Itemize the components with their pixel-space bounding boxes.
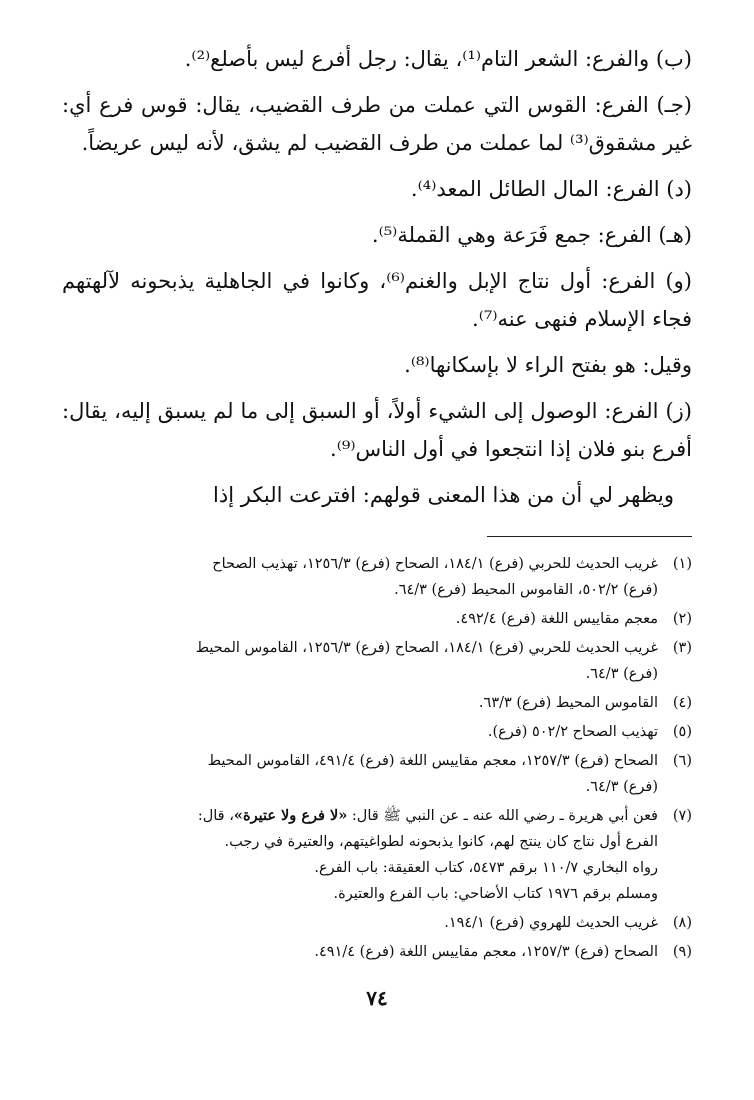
paragraph-continuation: ويظهر لي أن من هذا المعنى قولهم: افترعت البكر إذا bbox=[213, 483, 674, 507]
footnote-5 bbox=[62, 719, 692, 745]
paragraph-qila: وقيل: هو بفتح الراء لا بإسكانها⁽⁸⁾. bbox=[404, 353, 692, 377]
hadith-quote: «لا فرع ولا عتيرة» bbox=[233, 807, 348, 824]
footnote-line: (فرع) ٦٤/٣. bbox=[585, 779, 658, 795]
footnote-1 bbox=[62, 551, 692, 603]
paragraph-b: (ب) والفرع: الشعر التام⁽¹⁾، يقال: رجل أفرع ليس بأصلع⁽²⁾. bbox=[184, 47, 692, 71]
footnote-2 bbox=[62, 606, 692, 632]
paragraph-w: (و) الفرع: أول نتاج الإبل والغنم⁽⁶⁾، وكانوا في الجاهلية يذبحونه لآلهتهم فجاء الإسلام فنهى عنه⁽⁷⁾. bbox=[62, 269, 692, 331]
footnote-line: رواه البخاري ١١٠/٧ برقم ٥٤٧٣، كتاب العقيقة: باب الفرع. bbox=[314, 860, 658, 876]
footnote-separator bbox=[487, 536, 692, 537]
footnote-number: (٣) bbox=[672, 640, 692, 656]
paragraph-j: (جـ) الفرع: القوس التي عملت من طرف القضيب، يقال: قوس فرع أي: غير مشقوق⁽³⁾ لما عملت من طرف القضيب لم يشق، لأنه ليس عريضاً. bbox=[62, 93, 692, 155]
footnote-line: (فرع) ٥٠٢/٢، القاموس المحيط (فرع) ٦٤/٣. bbox=[394, 582, 658, 598]
footnote-3 bbox=[62, 635, 692, 687]
footnote-line: غريب الحديث للحربي (فرع) ١٨٤/١، الصحاح (فرع) ١٢٥٦/٣، القاموس المحيط bbox=[195, 640, 658, 656]
footnote-line: الصحاح (فرع) ١٢٥٧/٣، معجم مقاييس اللغة (فرع) ٤٩١/٤، القاموس المحيط bbox=[207, 753, 658, 769]
footnote-9 bbox=[62, 939, 692, 965]
paragraph-h: (هـ) الفرع: جمع فَرَعة وهي القملة⁽⁵⁾. bbox=[371, 223, 692, 247]
footnote-number: (٦) bbox=[672, 753, 692, 769]
footnote-lead-text: فعن أبي هريرة ـ رضي الله عنه ـ عن النبي ﷺ قال: bbox=[347, 808, 658, 824]
footnote-line: معجم مقاييس اللغة (فرع) ٤٩٢/٤. bbox=[455, 611, 658, 627]
footnote-line: ومسلم برقم ١٩٧٦ كتاب الأضاحي: باب الفرع والعتيرة. bbox=[333, 886, 658, 902]
footnote-line bbox=[62, 803, 658, 829]
footnote-tail-text: ، قال: bbox=[197, 808, 234, 824]
footnote-line: غريب الحديث للحربي (فرع) ١٨٤/١، الصحاح (فرع) ١٢٥٦/٣، تهذيب الصحاح bbox=[212, 556, 658, 572]
footnote-number: (٢) bbox=[672, 611, 692, 627]
footnote-6 bbox=[62, 748, 692, 800]
footnote-number: (٤) bbox=[672, 695, 692, 711]
footnote-number: (٨) bbox=[672, 915, 692, 931]
footnote-line: غريب الحديث للهروي (فرع) ١٩٤/١. bbox=[444, 915, 658, 931]
footnote-7 bbox=[62, 803, 692, 907]
footnote-line: القاموس المحيط (فرع) ٦٣/٣. bbox=[478, 695, 658, 711]
footnote-line: الفرع أول نتاج كان ينتج لهم، كانوا يذبحونه لطواغيتهم، والعتيرة في رجب. bbox=[224, 834, 658, 850]
page-number: ٧٤ bbox=[366, 986, 388, 1010]
footnote-8 bbox=[62, 910, 692, 936]
footnote-line: تهذيب الصحاح ٥٠٢/٢ (فرع). bbox=[487, 724, 658, 740]
footnote-number: (٩) bbox=[672, 944, 692, 960]
footnote-number: (٥) bbox=[672, 724, 692, 740]
footnote-number: (٧) bbox=[672, 808, 692, 824]
footnotes bbox=[62, 551, 692, 965]
paragraph-z: (ز) الفرع: الوصول إلى الشيء أولاً، أو السبق إلى ما لم يسبق إليه، يقال: أفرع بنو فلان إذا انتجعوا في أول الناس⁽⁹⁾. bbox=[62, 399, 692, 461]
footnote-number: (١) bbox=[672, 556, 692, 572]
footnote-line: (فرع) ٦٤/٣. bbox=[585, 666, 658, 682]
footnote-line: الصحاح (فرع) ١٢٥٧/٣، معجم مقاييس اللغة (فرع) ٤٩١/٤. bbox=[314, 944, 658, 960]
paragraph-d: (د) الفرع: المال الطائل المعد⁽⁴⁾. bbox=[410, 177, 692, 201]
footnote-4 bbox=[62, 690, 692, 716]
main-text bbox=[62, 40, 692, 514]
